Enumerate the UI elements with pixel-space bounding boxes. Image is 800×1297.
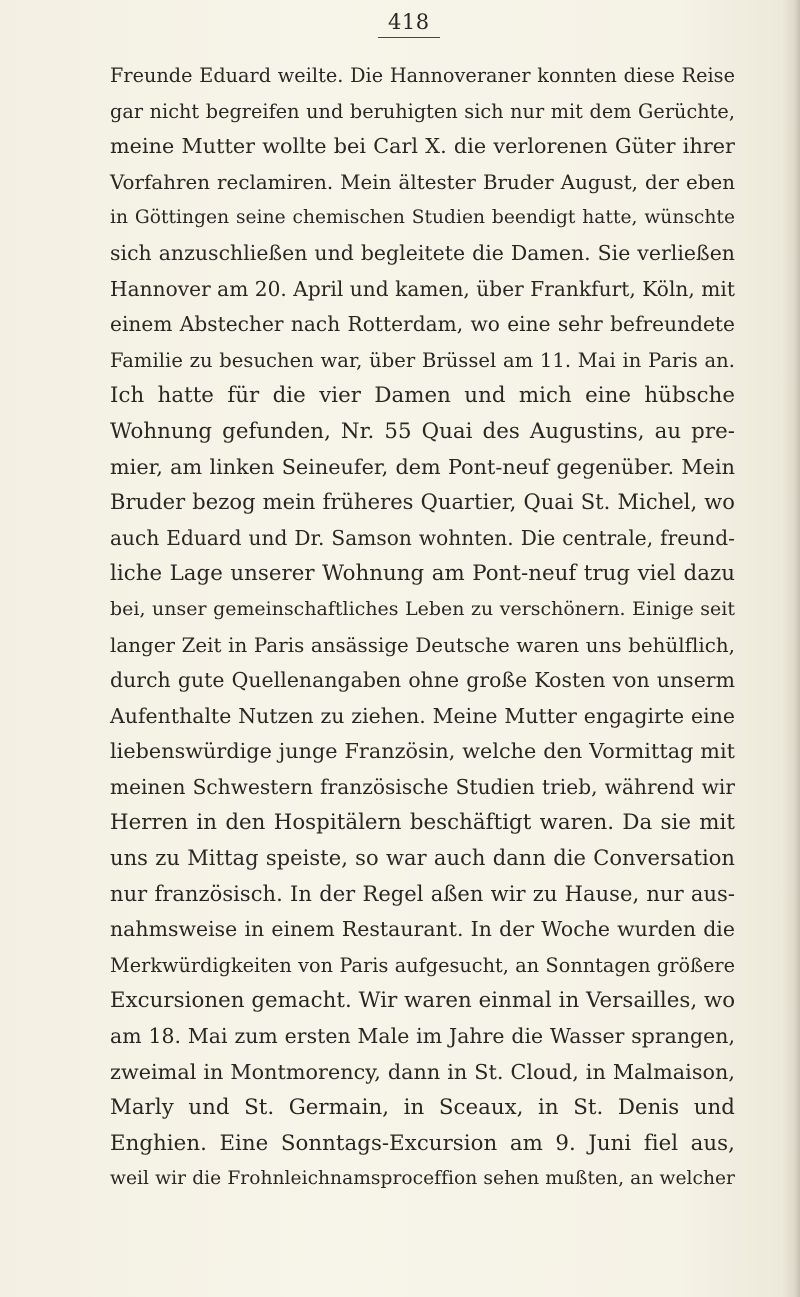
text-line: am 18. Mai zum ersten Male im Jahre die Wasser sprangen, xyxy=(110,1024,735,1049)
text-line: sich anzuschließen und begleitete die Damen. Sie verließen xyxy=(110,240,735,265)
text-line: Wohnung gefunden, Nr. 55 Quai des Augustins, au pre- xyxy=(110,418,735,444)
text-line: meine Mutter wollte bei Carl X. die verlorenen Güter ihrer xyxy=(110,134,735,159)
body-text xyxy=(110,58,735,1197)
text-line: Merkwürdigkeiten von Paris aufgesucht, an Sonntagen größere xyxy=(110,953,735,977)
text-line: Familie zu besuchen war, über Brüssel am 11. Mai in Paris an. xyxy=(110,348,735,372)
text-line: in Göttingen seine chemischen Studien beendigt hatte, wünschte xyxy=(110,207,735,229)
text-line: liebenswürdige junge Französin, welche den Vormittag mit xyxy=(110,739,735,764)
text-line: gar nicht begreifen und beruhigten sich nur mit dem Gerüchte, xyxy=(110,99,735,123)
text-line: nur französisch. In der Regel aßen wir zu Hause, nur aus- xyxy=(110,881,735,906)
text-line: Freunde Eduard weilte. Die Hannoveraner konnten diese Reise xyxy=(110,64,735,87)
text-line: nahmsweise in einem Restaurant. In der Woche wurden die xyxy=(110,917,735,942)
text-line: auch Eduard und Dr. Samson wohnten. Die centrale, freund- xyxy=(110,525,735,550)
page-number-rule xyxy=(378,37,440,38)
text-line: meinen Schwestern französische Studien trieb, während wir xyxy=(110,774,735,799)
text-line: weil wir die Frohnleichnamsproceffion sehen mußten, an welcher xyxy=(110,1168,735,1190)
text-line: Ich hatte für die vier Damen und mich eine hübsche xyxy=(110,383,735,409)
text-line: Vorfahren reclamiren. Mein ältester Bruder August, der eben xyxy=(110,170,735,194)
text-line: zweimal in Montmorency, dann in St. Cloud, in Malmaison, xyxy=(110,1059,735,1084)
text-line: Aufenthalte Nutzen zu ziehen. Meine Mutter engagirte eine xyxy=(110,703,735,728)
text-line: Excursionen gemacht. Wir waren einmal in Versailles, wo xyxy=(110,988,736,1014)
page-edge-shadow xyxy=(782,0,800,1297)
text-line: uns zu Mittag speiste, so war auch dann die Conversation xyxy=(110,846,735,871)
text-line: einem Abstecher nach Rotterdam, wo eine sehr befreundete xyxy=(110,312,735,337)
text-line: langer Zeit in Paris ansässige Deutsche waren uns behülflich, xyxy=(110,633,735,657)
text-line: bei, unser gemeinschaftliches Leben zu verschönern. Einige seit xyxy=(110,597,735,620)
page-number: 418 xyxy=(388,10,430,34)
text-line: durch gute Quellenangaben ohne große Kosten von unserm xyxy=(110,668,735,693)
text-line: mier, am linken Seineufer, dem Pont-neuf gegenüber. Mein xyxy=(110,454,735,479)
text-line: Marly und St. Germain, in Sceaux, in St. Denis und xyxy=(110,1095,735,1121)
text-line: Hannover am 20. April und kamen, über Frankfurt, Köln, mit xyxy=(110,276,735,301)
text-line: Enghien. Eine Sonntags-Excursion am 9. Juni fiel aus, xyxy=(110,1130,735,1156)
text-line: liche Lage unserer Wohnung am Pont-neuf trug viel dazu xyxy=(110,561,735,587)
text-line: Herren in den Hospitälern beschäftigt waren. Da sie mit xyxy=(110,810,735,836)
text-line: Bruder bezog mein früheres Quartier, Quai St. Michel, wo xyxy=(110,490,735,515)
